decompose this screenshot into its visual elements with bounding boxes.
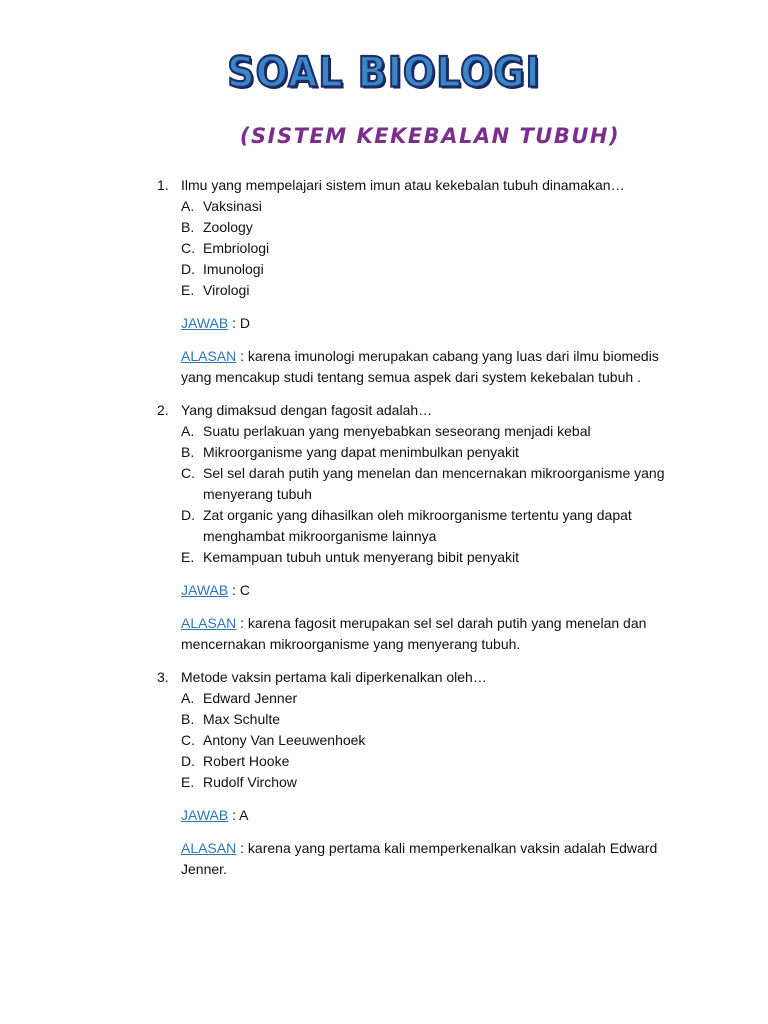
option-letter: C. [181,240,195,256]
option-text: Vaksinasi [203,198,262,214]
answer-value: D [239,315,250,331]
option-text: Kemampuan tubuh untuk menyerang bibit penyakit [203,549,519,565]
option-d [181,259,676,280]
answer-line [181,580,676,601]
option-list [181,688,676,793]
option-text: Edward Jenner [203,690,298,706]
label-separator: : [228,582,240,598]
reason-label: ALASAN [181,615,237,631]
option-text: Robert Hooke [203,753,290,769]
option-text: Antony Van Leeuwenhoek [203,732,366,748]
question-2 [0,400,676,655]
option-b [181,217,676,238]
option-text: Suatu perlakuan yang menyebabkan seseorang menjadi kebal [203,423,591,439]
option-letter: E. [181,774,195,790]
option-d [181,751,676,772]
option-letter: E. [181,549,195,565]
option-e [181,772,676,793]
option-text: Zoology [203,219,253,235]
reason-text: karena yang pertama kali memperkenalkan vaksin adalah Edward Jenner. [181,840,658,877]
option-d [181,505,676,547]
option-text: Imunologi [203,261,264,277]
option-letter: B. [181,219,195,235]
option-letter: A. [181,423,195,439]
question-text: Metode vaksin pertama kali diperkenalkan oleh… [181,669,487,685]
answer-value: A [239,807,249,823]
option-text: Zat organic yang dihasilkan oleh mikroorganisme tertentu yang dapat menghambat mikroorganisme lainnya [203,507,632,544]
option-letter: A. [181,690,195,706]
option-c [181,463,676,505]
reason-text: karena fagosit merupakan sel sel darah putih yang menelan dan mencernakan mikroorganisme yang menyerang tubuh. [181,615,647,652]
question-1 [0,175,676,388]
label-separator: : [228,315,240,331]
reason-paragraph [181,838,676,880]
option-a [181,688,676,709]
option-c [181,238,676,259]
option-letter: D. [181,507,195,523]
question-text: Ilmu yang mempelajari sistem imun atau kekebalan tubuh dinamakan… [181,177,625,193]
answer-label: JAWAB [181,807,229,823]
label-separator: : [228,807,240,823]
question-number: 1. [157,177,169,193]
option-e [181,547,676,568]
reason-label: ALASAN [181,348,237,364]
answer-value: C [239,582,250,598]
reason-text: karena imunologi merupakan cabang yang luas dari ilmu biomedis yang mencakup studi tentang semua aspek dari system kekebalan tubuh . [181,348,659,385]
question-number: 3. [157,669,169,685]
reason-paragraph [181,346,676,388]
option-letter: C. [181,465,195,481]
label-separator: : [236,615,248,631]
option-letter: E. [181,282,195,298]
option-text: Mikroorganisme yang dapat menimbulkan penyakit [203,444,519,460]
option-b [181,442,676,463]
option-text: Sel sel darah putih yang menelan dan mencernakan mikroorganisme yang menyerang tubuh [203,465,665,502]
reason-label: ALASAN [181,840,237,856]
option-letter: A. [181,198,195,214]
document-subtitle: (SISTEM KEKEBALAN TUBUH) [239,124,621,148]
option-a [181,421,676,442]
option-text: Max Schulte [203,711,281,727]
option-letter: D. [181,261,195,277]
option-letter: B. [181,444,195,460]
question-list [0,175,768,880]
document-title: SOAL BIOLOGI [227,47,541,97]
reason-paragraph [181,613,676,655]
option-b [181,709,676,730]
option-c [181,730,676,751]
label-separator: : [236,348,248,364]
answer-label: JAWAB [181,315,229,331]
answer-line [181,313,676,334]
option-text: Rudolf Virchow [203,774,297,790]
option-a [181,196,676,217]
question-number: 2. [157,402,169,418]
option-letter: D. [181,753,195,769]
option-letter: C. [181,732,195,748]
answer-label: JAWAB [181,582,229,598]
question-text: Yang dimaksud dengan fagosit adalah… [181,402,433,418]
answer-line [181,805,676,826]
question-3 [0,667,676,880]
option-e [181,280,676,301]
option-letter: B. [181,711,195,727]
option-text: Embriologi [203,240,270,256]
label-separator: : [236,840,248,856]
option-text: Virologi [203,282,250,298]
option-list [181,196,676,301]
option-list [181,421,676,568]
